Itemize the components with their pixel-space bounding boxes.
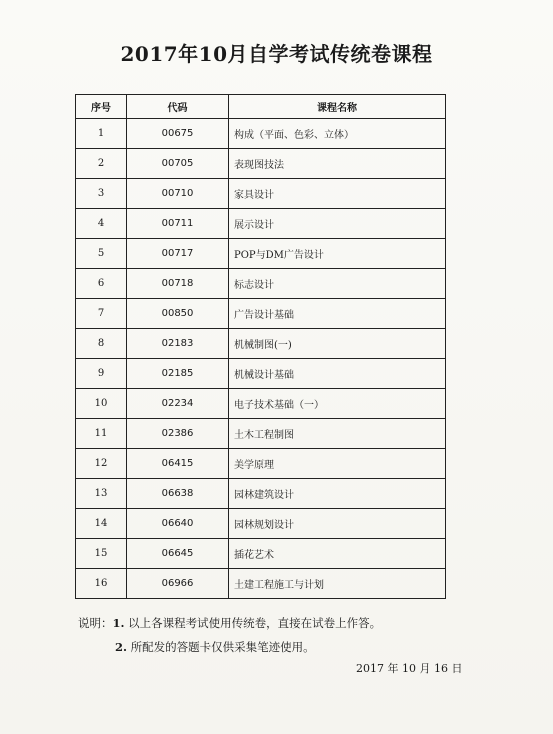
- cell-no: 14: [76, 509, 127, 539]
- cell-no: 1: [76, 119, 127, 149]
- cell-name: 园林规划设计: [229, 509, 446, 539]
- cell-no: 11: [76, 419, 127, 449]
- cell-name: 展示设计: [229, 209, 446, 239]
- cell-code: 00717: [127, 239, 229, 269]
- cell-name: 美学原理: [229, 449, 446, 479]
- table-row: [76, 509, 446, 539]
- cell-name: 家具设计: [229, 179, 446, 209]
- table-row: [76, 179, 446, 209]
- cell-name: 插花艺术: [229, 539, 446, 569]
- cell-no: 12: [76, 449, 127, 479]
- table-row: [76, 149, 446, 179]
- cell-code: 00711: [127, 209, 229, 239]
- cell-name: 园林建筑设计: [229, 479, 446, 509]
- note-item-1: [78, 611, 381, 635]
- table-row: [76, 329, 446, 359]
- table-row: [76, 239, 446, 269]
- cell-name: 土建工程施工与计划: [229, 569, 446, 599]
- cell-no: 8: [76, 329, 127, 359]
- table-header-row: [76, 95, 446, 119]
- cell-code: 02234: [127, 389, 229, 419]
- cell-name: POP与DM广告设计: [229, 239, 446, 269]
- header-name: 课程名称: [229, 95, 446, 119]
- cell-name: 广告设计基础: [229, 299, 446, 329]
- cell-no: 15: [76, 539, 127, 569]
- cell-code: 06638: [127, 479, 229, 509]
- table-row: [76, 269, 446, 299]
- cell-no: 7: [76, 299, 127, 329]
- cell-code: 06640: [127, 509, 229, 539]
- page-title: 2017年10月自学考试传统卷课程: [120, 42, 433, 66]
- cell-code: 06415: [127, 449, 229, 479]
- table-row: [76, 209, 446, 239]
- table-row: [76, 119, 446, 149]
- cell-code: 02183: [127, 329, 229, 359]
- cell-code: 02386: [127, 419, 229, 449]
- cell-code: 00710: [127, 179, 229, 209]
- cell-code: 06966: [127, 569, 229, 599]
- notes-label: 说明：: [78, 616, 113, 630]
- table-row: [76, 539, 446, 569]
- cell-name: 机械设计基础: [229, 359, 446, 389]
- cell-no: 5: [76, 239, 127, 269]
- cell-no: 4: [76, 209, 127, 239]
- note-number: 1.: [112, 616, 125, 630]
- table-row: [76, 569, 446, 599]
- cell-no: 16: [76, 569, 127, 599]
- cell-no: 13: [76, 479, 127, 509]
- cell-name: 表现图技法: [229, 149, 446, 179]
- cell-name: 标志设计: [229, 269, 446, 299]
- table-row: [76, 449, 446, 479]
- table-row: [76, 299, 446, 329]
- cell-name: 电子技术基础（一）: [229, 389, 446, 419]
- table-row: [76, 389, 446, 419]
- cell-no: 9: [76, 359, 127, 389]
- header-no: 序号: [76, 95, 127, 119]
- table-row: [76, 359, 446, 389]
- cell-code: 00675: [127, 119, 229, 149]
- cell-no: 6: [76, 269, 127, 299]
- notes-section: [78, 611, 381, 659]
- cell-code: 00718: [127, 269, 229, 299]
- cell-name: 土木工程制图: [229, 419, 446, 449]
- cell-no: 3: [76, 179, 127, 209]
- note-text: 所配发的答题卡仅供采集笔迹使用。: [130, 640, 315, 654]
- document-date: 2017 年 10 月 16 日: [356, 662, 463, 675]
- cell-code: 02185: [127, 359, 229, 389]
- cell-code: 06645: [127, 539, 229, 569]
- header-code: 代码: [127, 95, 229, 119]
- note-item-2: [78, 635, 381, 659]
- table-row: [76, 479, 446, 509]
- course-table: [75, 94, 446, 599]
- note-text: 以上各课程考试使用传统卷，直接在试卷上作答。: [128, 616, 382, 630]
- note-number: 2.: [115, 640, 128, 654]
- cell-code: 00850: [127, 299, 229, 329]
- cell-name: 构成（平面、色彩、立体）: [229, 119, 446, 149]
- cell-name: 机械制图(一): [229, 329, 446, 359]
- cell-no: 10: [76, 389, 127, 419]
- cell-code: 00705: [127, 149, 229, 179]
- table-row: [76, 419, 446, 449]
- cell-no: 2: [76, 149, 127, 179]
